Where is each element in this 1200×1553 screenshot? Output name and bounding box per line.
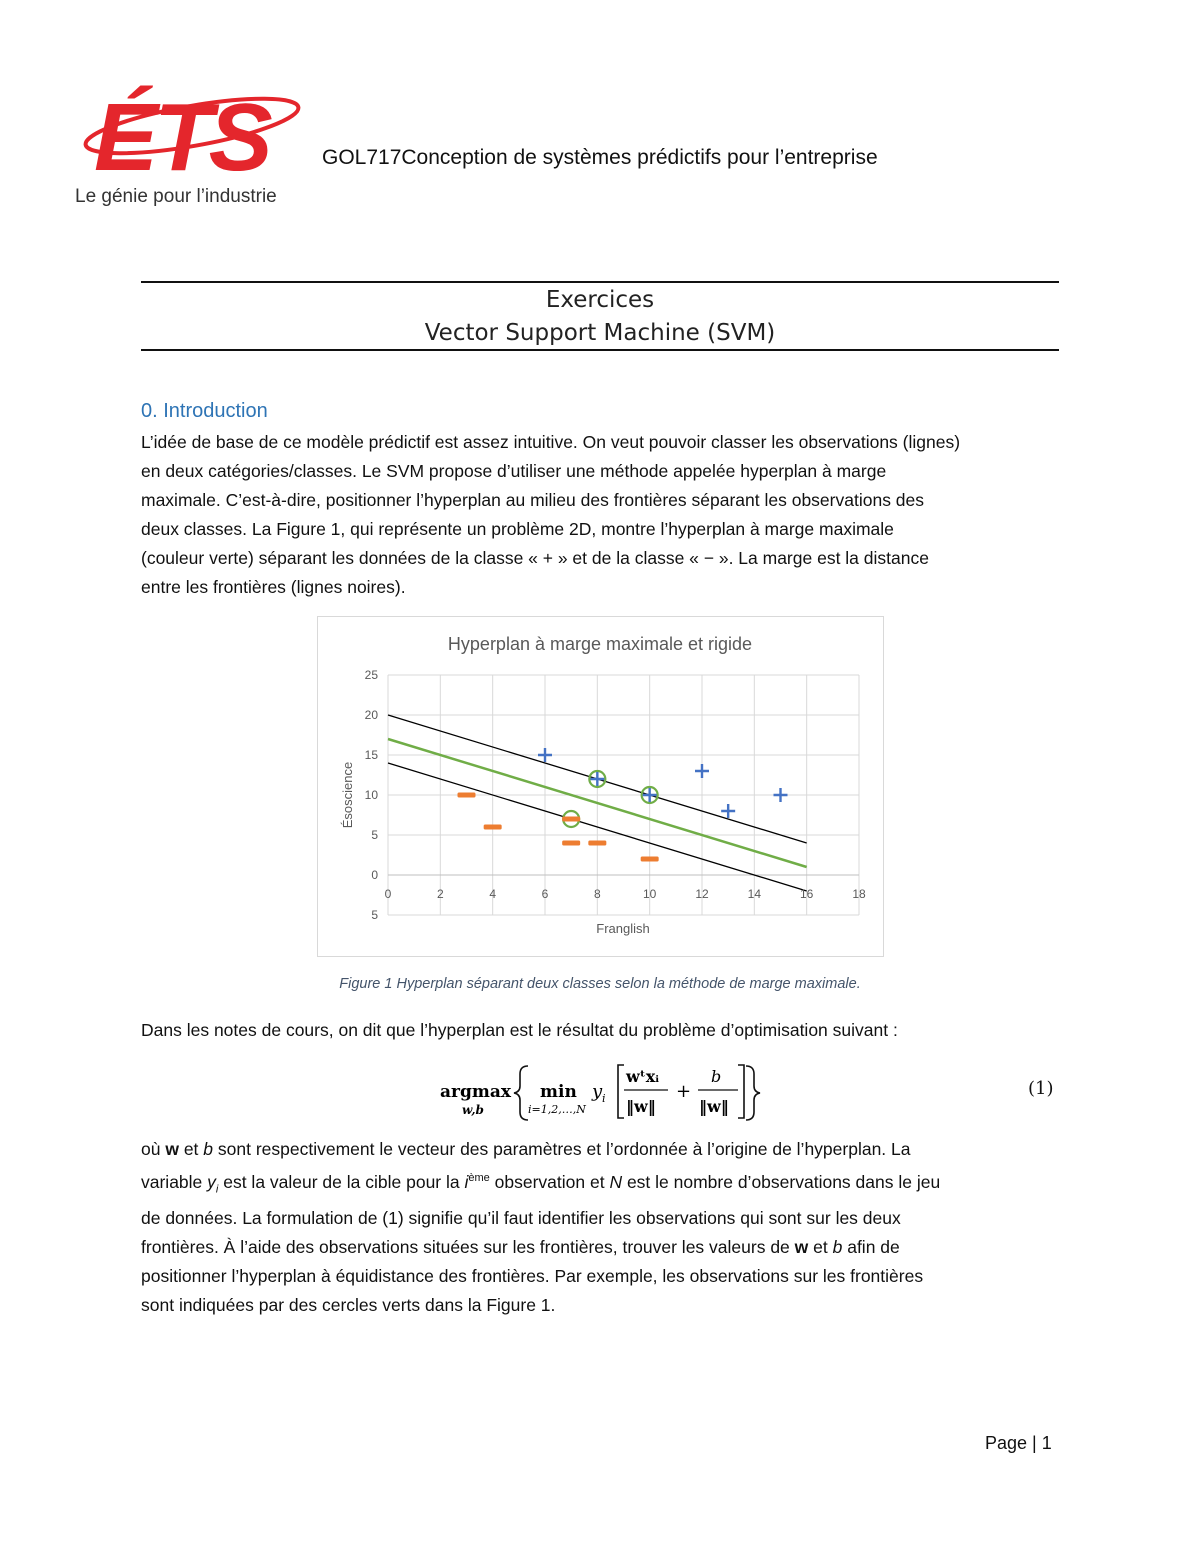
intro-line: maximale. C’est-à-dire, positionner l’hyperplan au milieu des frontières séparant les observations des [141,490,925,510]
eq-den2: ‖w‖ [699,1097,729,1116]
figure-caption: Figure 1 Hyperplan séparant deux classes selon la méthode de marge maximale. [339,976,861,992]
x-tick-label: 14 [747,887,762,901]
explanation-line: de données. La formulation de (1) signifie qu’il faut identifier les observations qui sont sur les deux [141,1208,901,1229]
ets-logo-text: ÉTS [94,84,269,191]
explanation-line: frontières. À l’aide des observations situées sur les frontières, trouver les valeurs de w et b afin de [141,1237,900,1258]
minus-marker [641,857,659,862]
minus-marker [588,841,606,846]
logo-tagline: Le génie pour l’industrie [75,186,277,207]
intro-line: deux classes. La Figure 1, qui représente un problème 2D, montre l’hyperplan à marge maximale [141,519,894,539]
x-tick-label: 8 [593,887,601,901]
doc-title-line2: Vector Support Machine (SVM) [424,320,776,346]
equation [440,1060,770,1122]
course-title: GOL717Conception de systèmes prédictifs pour l’entreprise [322,146,878,169]
title-bottom-rule [141,349,1059,351]
eq-y-sub: i [602,1092,606,1105]
x-tick-label: 10 [642,887,657,901]
eq-min-sub: i=1,2,…,N [528,1103,586,1116]
optimization-intro [141,1016,1066,1045]
eq-plus: + [676,1081,692,1102]
plus-marker [538,748,552,762]
intro-line: entre les frontières (lignes noires). [141,577,406,597]
x-tick-label: 2 [436,887,444,901]
intro-paragraph [141,428,1066,602]
eq-min: min [540,1082,577,1102]
y-axis-label: Ésoscience [340,761,355,829]
x-tick-label: 12 [695,887,709,901]
y-tick-label: 25 [364,668,378,682]
y-tick-label: 5 [371,908,378,922]
optimization-intro-text: Dans les notes de cours, on dit que l’hyperplan est le résultat du problème d’optimisation suivant : [141,1020,898,1040]
x-axis-label: Franglish [596,921,650,936]
eq-left-brace [514,1066,528,1120]
eq-num2: b [711,1067,722,1086]
minus-marker [562,817,580,822]
eq-right-brace [746,1066,760,1120]
x-tick-label: 6 [541,887,549,901]
intro-line: en deux catégories/classes. Le SVM propose d’utiliser une méthode appelée hyperplan à marge [141,461,887,481]
eq-left-bracket [618,1065,624,1118]
equation-number: (1) [1028,1078,1054,1099]
explanation-line: sont indiquées par des cercles verts dans la Figure 1. [141,1295,556,1316]
chart-points [458,748,788,862]
explanation-paragraph [141,1135,1066,1320]
section-heading: 0. Introduction [141,400,268,422]
minus-marker [484,825,502,830]
y-tick-label: 10 [364,788,378,802]
y-tick-label: 20 [364,708,378,722]
doc-title-line1: Exercices [545,287,655,313]
minus-marker [562,841,580,846]
x-tick-label: 0 [384,887,392,901]
y-tick-label: 15 [364,748,378,762]
explanation-line: positionner l’hyperplan à équidistance des frontières. Par exemple, les observations sur les frontières [141,1266,924,1287]
scatter-chart [318,617,883,956]
plus-marker [695,764,709,778]
eq-argmax: argmax [440,1082,511,1102]
plus-marker [721,804,735,818]
explanation-line: où w et b sont respectivement le vecteur des paramètres et l’ordonnée à l’origine de l’hyperplan. La [141,1139,911,1159]
equation-svg [440,1060,770,1122]
x-tick-label: 18 [852,887,866,901]
x-tick-label: 4 [489,887,497,901]
title-top-rule [141,281,1059,283]
eq-y: y [592,1081,603,1102]
plus-marker [774,788,788,802]
intro-line: L’idée de base de ce modèle prédictif est assez intuitive. On veut pouvoir classer les observations (lignes) [141,432,961,452]
y-tick-label: 5 [371,828,378,842]
y-tick-label: 0 [371,868,378,882]
chart-frame [317,616,884,957]
eq-right-bracket [738,1065,744,1118]
page-number: Page | 1 [985,1433,1052,1453]
intro-line: (couleur verte) séparant les données de la classe « + » et de la classe « − ». La marge est la distance [141,548,929,568]
eq-den1: ‖w‖ [626,1097,656,1116]
x-tick-label: 16 [799,887,814,901]
minus-marker [458,793,476,798]
explanation-line: variable $y_i$ est la valeur de la cible pour la $i^{ème}$ observation et N est le nombre d’observations dans le jeu [141,1171,941,1196]
eq-argmax-sub: w,b [462,1103,484,1117]
eq-num1: wᵗxᵢ [626,1067,660,1086]
chart-title: Hyperplan à marge maximale et rigide [447,634,753,654]
